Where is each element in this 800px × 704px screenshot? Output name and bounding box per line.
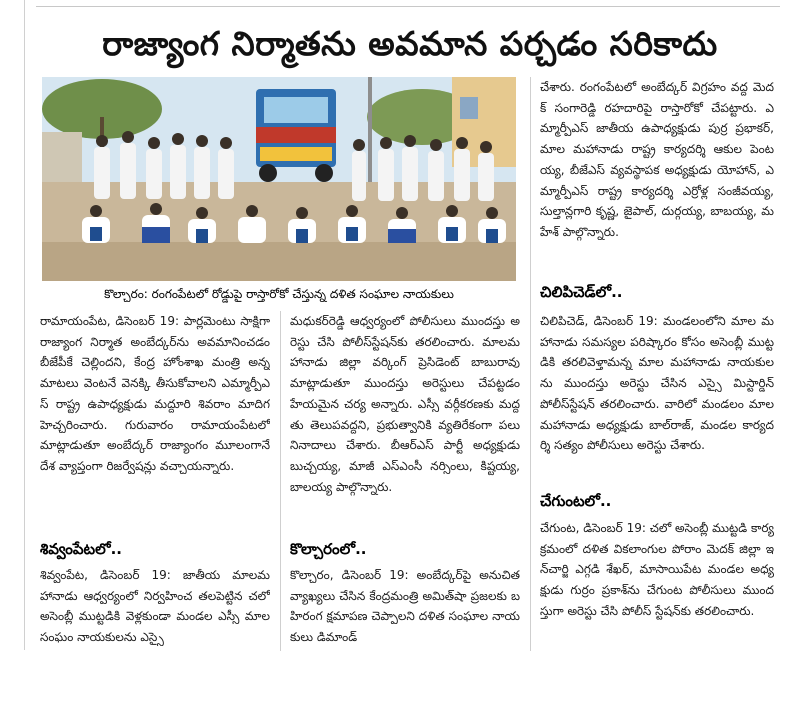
news-photo [42,77,516,281]
photo-caption: కొల్చారం: రంగంపేటలో రోడ్డుపై రాస్తారోకో చేస్తున్న దళిత సంఘాల నాయకులు [104,287,454,301]
column-3-paragraph-1: చేశారు. రంగంపేటలో అంబేద్కర్ విగ్రహం వద్ద మెదక్ సంగారెడ్డి రహదారిపై రాస్తారోకో చేపట్టారు. ఎమ్మార్పీఎస్ జాతీయ ఉపాధ్యక్షుడు పుర్ర ప్రభాకర్, మాల మహానాడు రాష్ట్ర కార్యదర్శి ఆకుల పెంటయ్య, బీజేఎస్ వ్యవస్థాపక అధ్యక్షుడు యోహాన్, ఎమ్మార్పీఎస్ రాష్ట్ర కార్యదర్శి ఎర్రోళ్ల సంజీవయ్య, సుల్తాన్లగారి కృష్ణ, జైపాల్, దుర్గయ్య, బాబయ్య, మహేశ్ పాల్గొన్నారు. [540,80,774,239]
column-1-paragraph-1: రామాయంపేట, డిసెంబర్ 19: పార్లమెంటు సాక్షిగా రాజ్యాంగ నిర్మాత అంబేద్కర్‌ను అవమానించడం బీజేపీకే చెల్లిందని, కేంద్ర హోంశాఖ మంత్రి అన్న మాటలు వెంటనే వెనక్కి తీసుకోవాలని ఎమ్మార్పీఎస్ రాష్ట్ర ఉపాధ్యక్షుడు మద్దూరి శివరాం మాదిగ హెచ్చరించారు. గురువారం రామాయంపేటలో మాట్లాడుతూ అంబేద్కర్ రాజ్యాంగం మూలంగానే దేశ వ్యాప్తంగా రిజర్వేషన్లు వచ్చాయన్నారు. [40,314,270,473]
headline: రాజ్యాంగ నిర్మాతను అవమాన పర్చడం సరికాదు [102,24,718,63]
column-3-paragraph-2: చిలిపిచెడ్, డిసెంబర్ 19: మండలంలోని మాల మహానాడు సమస్యల పరిష్కారం కోసం అసెంబ్లీ ముట్టడికి తరలివెళ్తామన్న మాల మహానాడు నాయకులను ముందస్తు అరెస్టు చేసిన ఎస్సై మిస్టార్డిన్ పోలీస్‌స్టేషన్ తరలించారు. వారిలో మండలం మాల మహానాడు అధ్యక్షుడు బాల్‌రాజ్, మండల కార్యదర్శి సత్యం పోలీసులు అరెస్టు చేశారు. [540,314,774,453]
subhead-kolcharam: కొల్చారంలో.. [290,540,367,558]
protest-photo-illustration [42,77,516,281]
subhead-shivvampet: శివ్వంపేటలో.. [40,540,122,558]
subhead-chegunta: చేగుంటలో.. [540,492,612,510]
column-2-paragraph-1: మధుకర్‌రెడ్డి ఆధ్వర్యంలో పోలీసులు ముందస్తు అరెస్టు చేసి పోలీస్‌స్టేషన్‌కు తరలించారు. మాలమహానాడు జిల్లా వర్కింగ్ ప్రెసిడెంట్ బాబురావు మాట్లాడుతూ ముందస్తు అరెస్టులు చేపట్టడం హేయమైన చర్య అన్నారు. ఎస్సీ వర్గీకరణకు మద్దతు తెలుపవద్దని, ప్రభుత్వానికి వ్యతిరేకంగా పలు నినాదాలు చేశారు. బీఆర్ఎస్ పార్టీ అధ్యక్షుడు బుచ్చయ్య, మాజీ ఎస్ఎంసీ నర్సింలు, కిష్టయ్య, బాలయ్య పాల్గొన్నారు. [290,314,520,494]
left-margin-rule [24,0,25,650]
top-rule [36,6,780,7]
column-2-paragraph-2: కొల్చారం, డిసెంబర్ 19: అంబేద్కర్‌పై అనుచిత వ్యాఖ్యలు చేసిన కేంద్రమంత్రి అమిత్‌షా ప్రజలకు బహిరంగ క్షమాపణ చెప్పాలని దళిత సంఘాల నాయకులు డిమాండ్ [290,568,520,645]
column-divider [280,311,281,651]
column-1-paragraph-2: శివ్వంపేట, డిసెంబర్ 19: జాతీయ మాలమహానాడు ఆధ్వర్యంలో నిర్వహించ తలపెట్టిన చలో అసెంబ్లీ ముట్టడికి వెళ్లకుండా మండల ఎస్సీ మాలసంఘం నాయకులను ఎస్సై [40,568,270,645]
column-3-paragraph-3: చేగుంట, డిసెంబర్ 19: చలో అసెంబ్లీ ముట్టడి కార్యక్రమంలో దళిత వికలాంగుల పోరాం మెదక్ జిల్లా ఇన్‌చార్జి ఎగ్గడి శేఖర్, మాసాయిపేట మండల అధ్యక్షుడు గుర్రం ప్రకాశ్‌ను చేగుంట పోలీసులు ముందస్తుగా అరెస్టు చేసి పోలీస్ స్టేషన్‌కు తరలించారు. [540,521,774,618]
column-divider [530,77,531,651]
subhead-chilipiched: చిలిపిచెడ్‌లో.. [540,283,623,301]
